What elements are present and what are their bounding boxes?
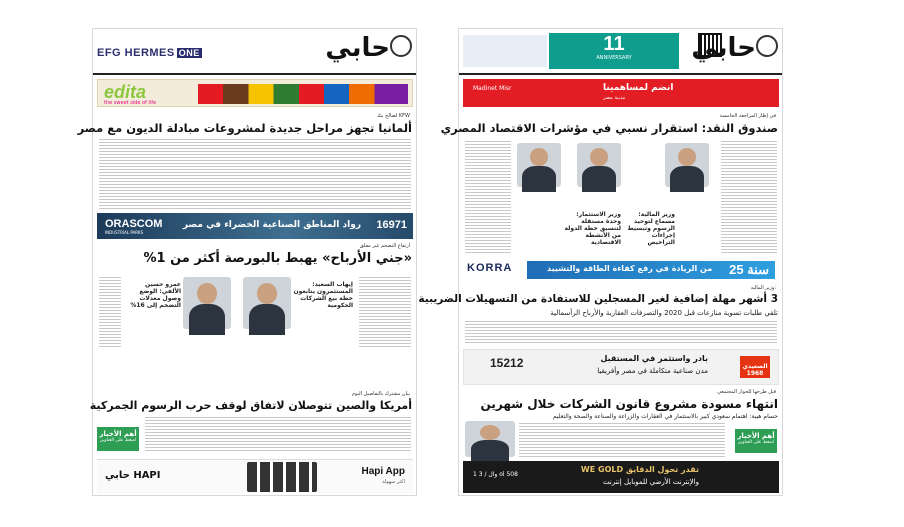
article-text [359,277,411,347]
korra-message: من الريادة في رفع كفاءة الطاقة والتشييد [547,264,713,273]
story-kicker: في إطار المراجعة الخامسة [719,113,776,119]
photo-caption: عمرو حسين الألفي: الوضع وصول معدلات التضخم إلى 16% [130,281,181,309]
person-photo [243,277,291,329]
person-photo [517,143,561,187]
story-kicker: ارتفاع التضخم غير مقلق [359,243,410,249]
person-photo [183,277,231,329]
ad-title: انضم لمساهمينا [603,83,674,93]
person-photo [665,143,709,187]
korra-energy-ad[interactable] [463,259,779,281]
edita-tagline: the sweet side of life [104,100,157,106]
story-headline[interactable]: أمريكا والصين تتوصلان لاتفاق لوقف حرب الرسوم الجمركية [89,399,412,412]
hapi-app-tagline: اكتر سهولة [382,479,405,485]
ad-hotline: 15212 [490,356,524,370]
hapi-logo: حابي [325,33,390,63]
story-kicker: بيان مشترك بالتفاصيل اليوم [351,391,410,397]
masthead [459,29,782,75]
anniversary-badge: 11 ANNIVERSARY [549,33,679,69]
madinet-misr-logo: Madinet Misr [473,85,512,92]
story-kicker: قبل طرحها للحوار المجتمعي [717,389,776,395]
story-subline: تلقي طلبات تسوية منازعات قبل 2020 والتصرفات العقارية والأرباح الرأسمالية [550,309,778,317]
edita-logo: edita [104,82,147,102]
top-news-tag[interactable]: أهم الأخبار اضغط على العناوين [97,427,139,451]
article-text [99,139,411,209]
hapi-app-ad[interactable] [97,459,413,493]
korra-logo: KORRA [467,262,513,274]
top-news-tag[interactable]: أهم الأخبار اضغط على العناوين [735,429,777,453]
orascom-ad[interactable]: ORASCOM INDUSTRIAL PARKS رواد المناطق الصناعية الخضراء في مصر 16971 [97,213,413,239]
orascom-logo: ORASCOM [105,218,163,230]
we-gold-message: WE GOLD تقدر تحول الدقايق [580,465,699,474]
story-headline[interactable]: 3 أشهر مهلة إضافية لغير المسجلين للاستفادة من التسهيلات الضريبية [418,293,778,305]
masthead [93,29,416,75]
photo-caption: إيهاب السعيد: المستثمرون يتابعون خطة بيع الشركات الحكومية [293,281,353,309]
lion-emblem-icon [390,35,412,57]
newspaper-page-right [418,28,783,496]
article-text [519,423,725,457]
korra-years: 25 سنة [729,262,769,277]
elsaeedy-logo: الصعيدي 1968 [740,356,770,378]
madinet-misr-ad[interactable]: Madinet Misr انضم لمساهمينا مدينة مصر [463,79,779,107]
story-headline[interactable]: «جني الأرباح» يهبط بالبورصة أكثر من 1% [143,251,412,266]
article-text [465,321,777,345]
article-text [721,141,777,253]
person-photo [577,143,621,187]
we-gold-ad[interactable]: 1 وال / 3 ol 508 WE GOLD تقدر تحول الدقايق والإنترنت الأرضي للموبايل إنترنت [463,461,779,493]
hapi-app-logo: حابي HAPI [105,470,161,481]
building-photo [463,35,547,67]
newspaper-page-left [77,28,417,496]
story-headline[interactable]: انتهاء مسودة مشروع قانون الشركات خلال شهرين [480,397,778,411]
article-text [465,141,511,253]
orascom-message: رواد المناطق الصناعية الخضراء في مصر [182,220,361,230]
edita-ad[interactable] [97,79,413,107]
article-text [99,277,121,347]
industrial-cities-ad[interactable]: 15212 بادر واستثمر في المستقبل مدن صناعية متكاملة في مصر وأفريقيا الصعيدي 1968 [463,349,779,385]
story-headline[interactable]: صندوق النقد: استقرار نسبي في مؤشرات الاقتصاد المصري [440,121,778,135]
story-kicker: لصالح بنك KFW [376,113,410,119]
hapi-logo: حابي [691,33,756,63]
photo-caption: وزير الاستثمار: وحدة مستقلة لتنسيق خطة الدولة من الأنشطة الاقتصادية [564,211,621,246]
lion-emblem-icon [756,35,778,57]
story-headline[interactable]: ألمانيا تجهز مراحل جديدة لمشروعات مبادلة الديون مع مصر [77,121,412,135]
phones-image [247,462,317,492]
hapi-app-title: Hapi App [361,466,405,477]
story-subline: حسام هيبة: اهتمام سعودي كبير بالاستثمار في العقارات والزراعة والصناعة والصحة والتعليم [552,413,778,420]
orascom-hotline: 16971 [376,219,407,231]
efg-hermes-logo: EFG HERMES ONE [97,47,200,59]
article-text [145,417,411,453]
story-kicker: وزير المالية: [750,285,776,291]
photo-caption: وزير المالية: مسماع لتوحيد الرسوم وتبسيط إجراءات التراخيص [627,211,675,246]
edita-products-image [198,84,408,104]
person-photo [465,421,515,457]
